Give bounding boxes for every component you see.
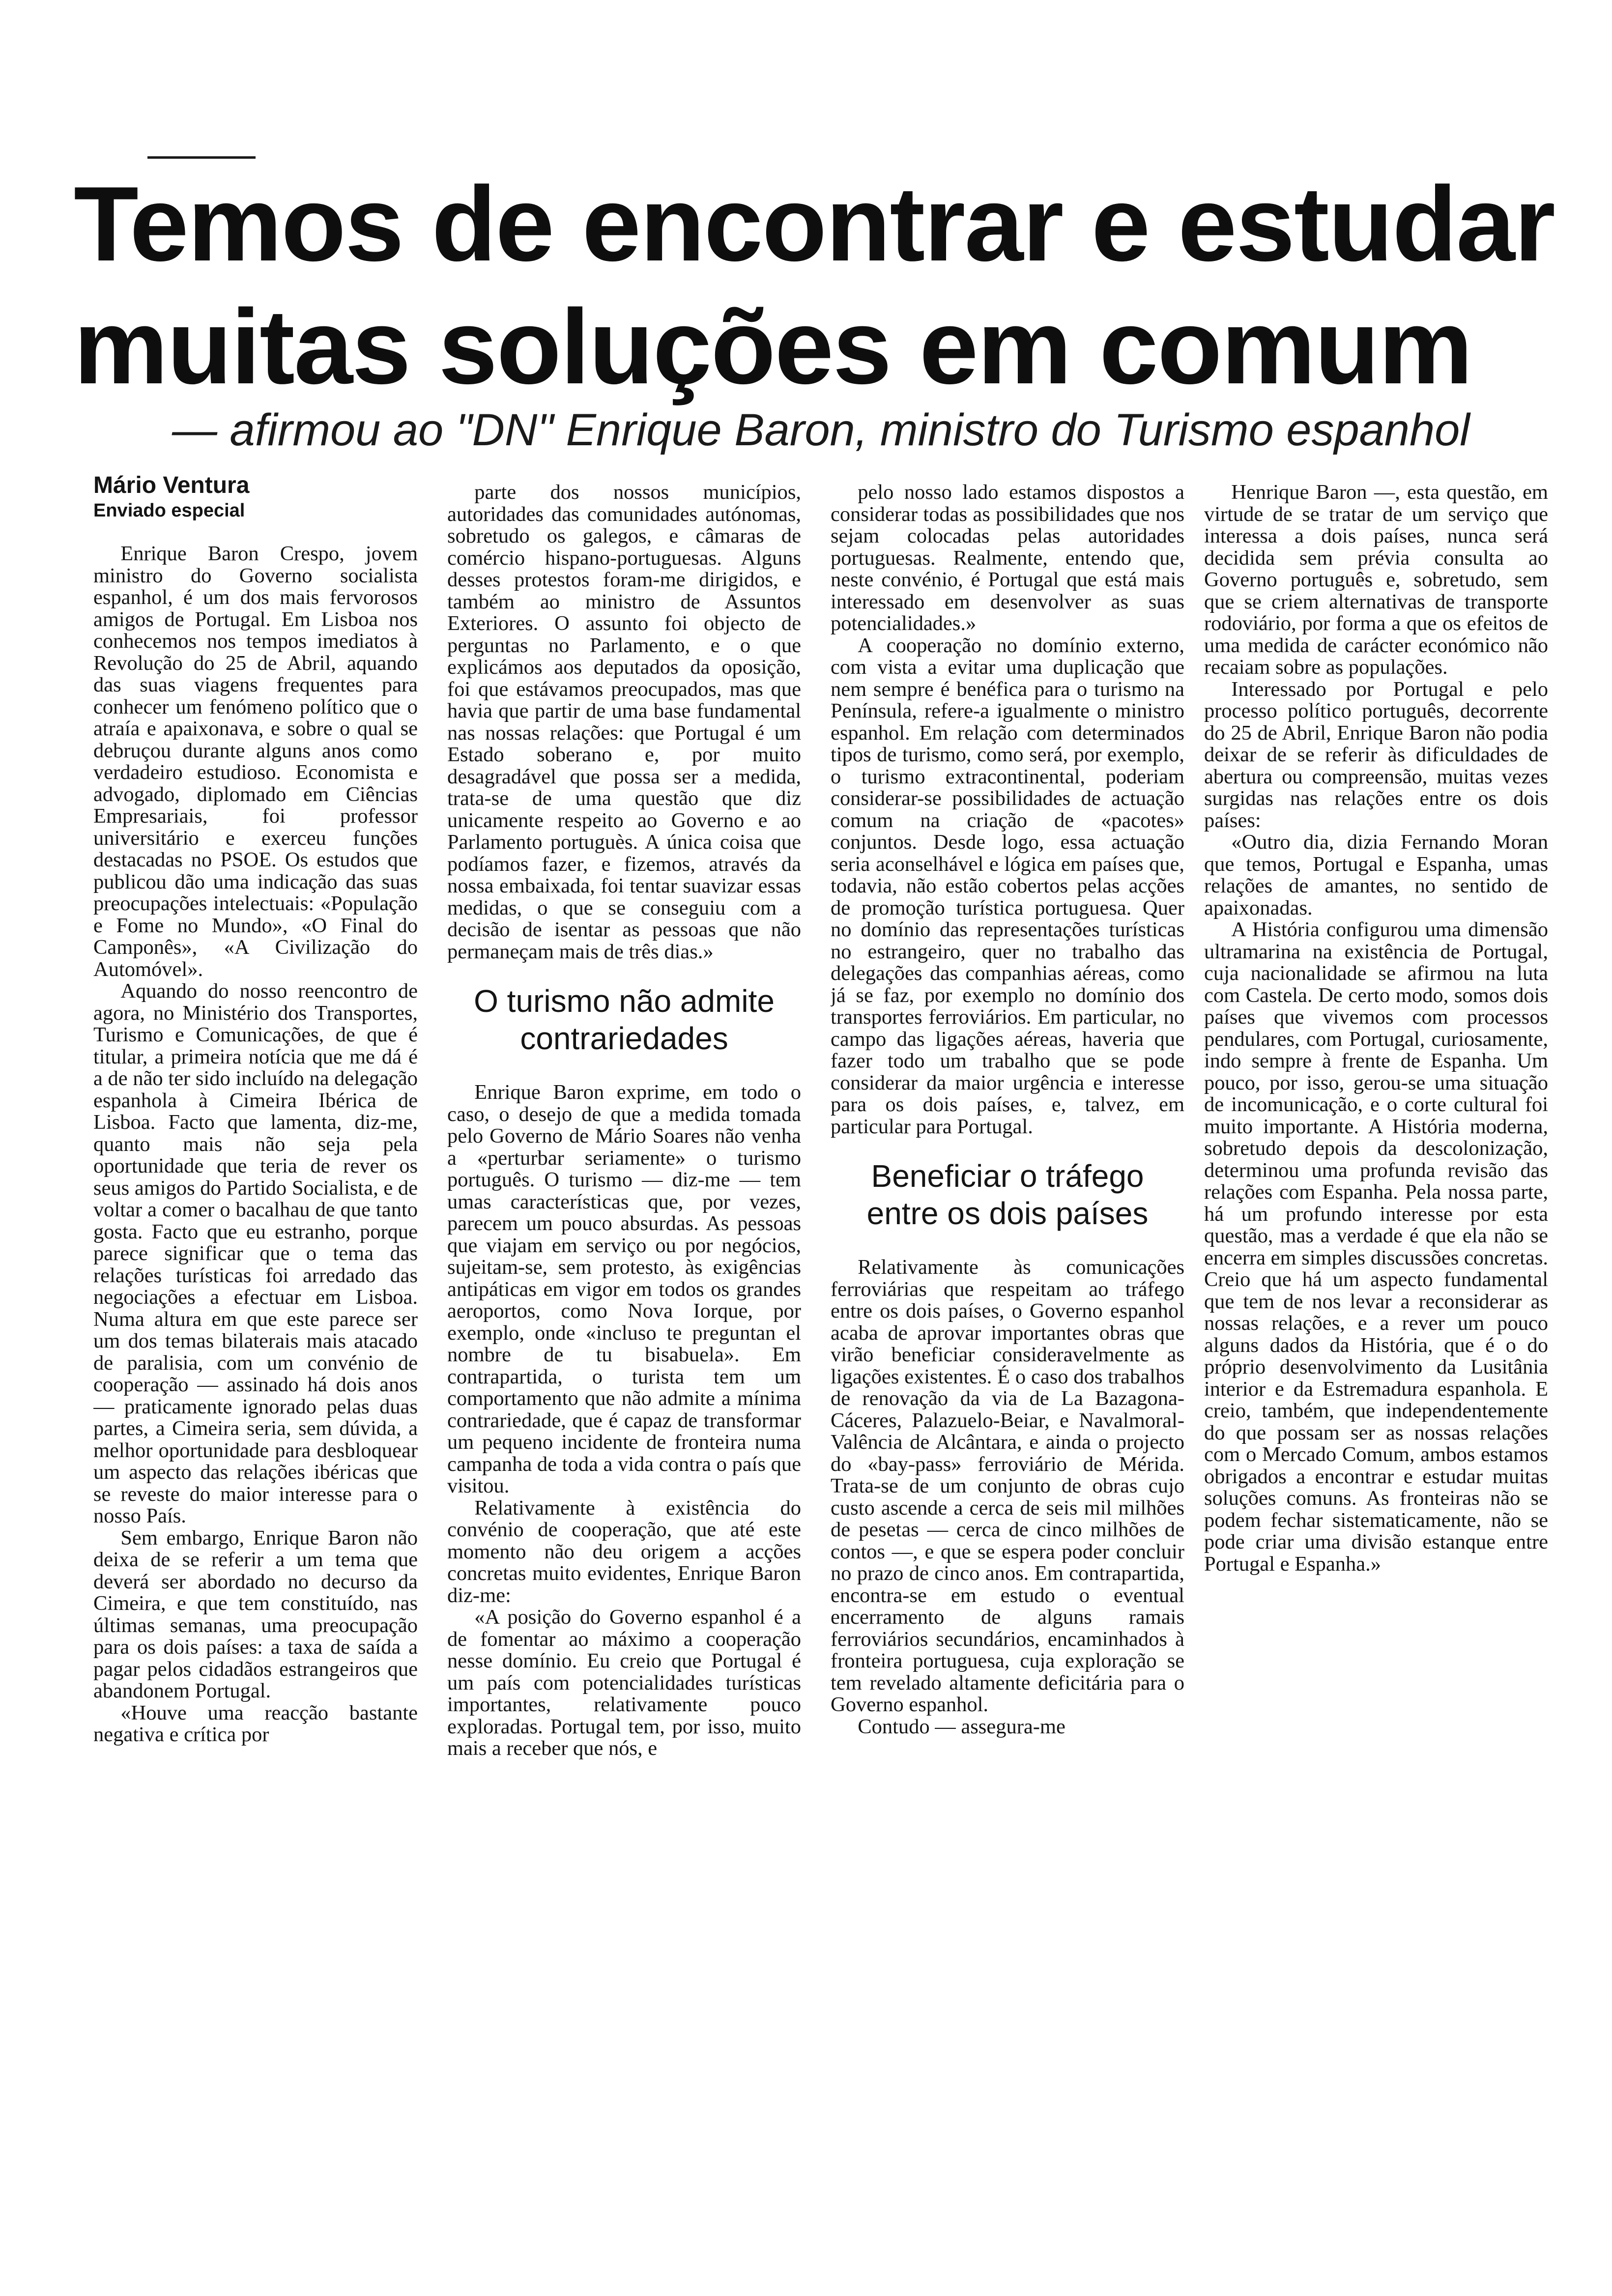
headline-line-1: Temos de encontrar e estudar — [74, 164, 1554, 283]
byline-role: Enviado especial — [93, 500, 245, 521]
paragraph: «Outro dia, dizia Fernando Moran que temos, Portugal e Espanha, umas relações de amantes, no sentido de apaixonadas. — [1204, 831, 1548, 919]
headline — [74, 162, 1568, 408]
paragraph: pelo nosso lado estamos dispostos a considerar todas as possibilidades que nos sejam colocadas pelas autoridades portuguesas. Realmente, entendo que, neste convénio, é Portugal que está mais interessado em desenvolver as suas potencialidades.» — [831, 482, 1184, 635]
subhead-tourism — [447, 982, 801, 1057]
subhead-traffic-line-2: entre os dois países — [866, 1196, 1149, 1231]
top-rule — [147, 156, 256, 159]
paragraph: Sem embargo, Enrique Baron não deixa de se referir a um tema que deverá ser abordado no decurso da Cimeira, e que tem constituído, nas últimas semanas, uma preocupação para os dois países: a taxa de saída a pagar pelos cidadãos estrangeiros que abandonem Portugal. — [93, 1526, 418, 1702]
subhead-tourism-line-2: contrariedades — [520, 1021, 728, 1056]
column-1 — [93, 543, 418, 2273]
paragraph: Relativamente à existência do convénio de cooperação, que até este momento não deu origem a acções concretas muito evidentes, Enrique Baron diz-me: — [447, 1496, 801, 1607]
paragraph: Enrique Baron Crespo, jovem ministro do Governo socialista espanhol, é um dos mais fervorosos amigos de Portugal. Em Lisboa nos conhecemos nos tempos imediatos à Revolução do 25 de Abril, aquando das suas viagens frequentes para conhecer um fenómeno político que o atraía e apaixonava, e sobre o qual se debruçou durante alguns anos como verdadeiro estudioso. Economista e advogado, diplomado em Ciências Empresariais, foi professor universitário e exerceu funções destacadas no PSOE. Os estudos que publicou dão uma indicação das suas preocupações intelectuais: «População e Fome no Mundo», «O Final do Camponês», «A Civilização do Automóvel». — [93, 543, 418, 981]
column-3 — [831, 482, 1184, 2270]
paragraph: Aquando do nosso reencontro de agora, no Ministério dos Transportes, Turismo e Comunicações, de que é titular, a primeira notícia que me dá é a de não ter sido incluído na delegação espanhola à Cimeira Ibérica de Lisboa. Facto que lamenta, diz-me, quanto mais não seja pela oportunidade que teria de rever os seus amigos do Partido Socialista, e de voltar a comer o bacalhau de que tanto gosta. Facto que eu estranho, porque parece significar que o tema das relações turísticas foi arredado das negociações a efectuar em Lisboa. Numa altura em que este parece ser um dos temas bilaterais mais atacado de paralisia, com um convénio de cooperação — assinado há dois anos — praticamente ignorado pelas duas partes, a Cimeira seria, sem dúvida, a melhor oportunidade para desbloquear um aspecto das relações ibéricas que se reveste do maior interesse para o nosso País. — [93, 979, 418, 1527]
subhead-traffic — [831, 1157, 1184, 1232]
byline-author: Mário Ventura — [93, 472, 250, 498]
column-4 — [1204, 482, 1548, 2270]
paragraph: parte dos nossos municípios, autoridades das comunidades autónomas, sobretudo os galegos, e câmaras de comércio hispano-portuguesas. Alguns desses protestos foram-me dirigidos, e também ao ministro de Assuntos Exteriores. O assunto foi objecto de perguntas no Parlamento, e o que explicámos aos deputados da oposição, foi que estávamos preocupados, mas que havia que partir de uma base fundamental nas nossas relações: que Portugal é um Estado soberano e, por muito desagradável que possa ser a medida, trata-se de uma questão que diz unicamente respeito ao Governo e ao Parlamento portuguès. A única coisa que podíamos fazer, e fizemos, através da nossa embaixada, foi tentar suavizar essas medidas, o que se conseguiu com a decisão de isentar as pessoas que não permaneçam mais de três dias.» — [447, 482, 801, 963]
byline — [93, 472, 437, 522]
paragraph: Enrique Baron exprime, em todo o caso, o desejo de que a medida tomada pelo Governo de Mário Soares não venha a «perturbar seriamente» o turismo português. O turismo — diz-me — tem umas características que, por vezes, parecem um pouco absurdas. As pessoas que viajam em serviço ou por negócios, sujeitam-se, sem protesto, às exigências antipáticas em vigor em todos os grandes aeroportos, como Nova Iorque, por exemplo, onde «incluso te preguntan el nombre de tu bisabuela». Em contrapartida, o turista tem um comportamento que não admite a mínima contrariedade, que é capaz de transformar um pequeno incidente de fronteira numa campanha de toda a vida contra o país que visitou. — [447, 1081, 801, 1497]
paragraph: A História configurou uma dimensão ultramarina na existência de Portugal, cuja nacionalidade se afirmou na luta com Castela. De certo modo, somos dois países que vivemos com processos pendulares, com Portugal, curiosamente, indo sempre à frente de Espanha. Um pouco, por isso, gerou-se uma situação de incomunicação, e o corte cultural foi muito importante. A História moderna, sobretudo depois da descolonização, determinou uma profunda revisão das relações com Espanha. Pela nossa parte, há um profundo interesse por esta questão, mas a verdade é que ela não se encerra em simples discussões concretas. Creio que há um aspecto fundamental que tem de nos levar a reconsiderar as nossas relações, e a rever um pouco alguns dados da História, que é o do próprio desenvolvimento da Lusitânia interior e da Estremadura espanhola. E creio, também, que independentemente do que possam ser as nossas relações com o Mercado Comum, ambos estamos obrigados a encontrar e estudar muitas soluções comuns. As fronteiras não se podem fechar sistematicamente, não se pode criar uma divisão estanque entre Portugal e Espanha.» — [1204, 918, 1548, 1576]
paragraph: Contudo — assegura-me — [858, 1715, 1065, 1738]
paragraph: «Houve uma reacção bastante negativa e crítica por — [93, 1701, 418, 1746]
deck: — afirmou ao "DN" Enrique Baron, ministro do Turismo espanhol — [172, 405, 1470, 455]
paragraph: Interessado por Portugal e pelo processo político português, decorrente do 25 de Abril, Enrique Baron não podia deixar de se referir às dificuldades de abertura ou compreensão, muitas vezes surgidas nas relações entre os dois países: — [1204, 677, 1548, 832]
subhead-tourism-line-1: O turismo não admite — [474, 983, 775, 1019]
headline-line-2: muitas soluções em comum — [74, 287, 1472, 406]
subhead-traffic-line-1: Beneficiar o tráfego — [871, 1158, 1144, 1194]
paragraph: «A posição do Governo espanhol é a de fomentar ao máximo a cooperação nesse domínio. Eu creio que Portugal é um país com potencialidades turísticas importantes, relativamente pouco exploradas. Portugal tem, por isso, muito mais a receber que nós, e — [447, 1606, 801, 1760]
paragraph: Relativamente às comunicações ferroviárias que respeitam ao tráfego entre os dois países, o Governo espanhol acaba de aprovar importantes obras que virão beneficiar consideravelmente as ligações existentes. É o caso dos trabalhos de renovação da via de La Bazagona-Cáceres, Palazuelo-Beiar, e Navalmoral-Valência de Alcântara, e ainda o projecto do «bay-pass» ferroviário de Mérida. Trata-se de um conjunto de obras cujo custo ascende a cerca de seis mil milhões de pesetas — cerca de cinco milhões de contos —, e que se espera poder concluir no prazo de cinco anos. Em contrapartida, encontra-se em estudo o eventual encerramento de alguns ramais ferroviários secundários, encaminhados à fronteira portuguesa, cuja exploração se tem revelado altamente deficitária para o Governo espanhol. — [831, 1256, 1184, 1716]
column-2 — [447, 482, 801, 2270]
paragraph: A cooperação no domínio externo, com vista a evitar uma duplicação que nem sempre é benéfica para o turismo na Península, refere-a igualmente o ministro espanhol. Em relação com determinados tipos de turismo, como será, por exemplo, o turismo extracontinental, poderiam considerar-se possibilidades de actuação comum na criação de «pacotes» conjuntos. Desde logo, essa actuação seria aconselhável e lógica em países que, todavia, não estão cobertos pelas acções de promoção turística portuguesa. Quer no domínio das representações turísticas no estrangeiro, quer no trabalho das delegações das companhias aéreas, como já se faz, por exemplo no domínio dos transportes ferroviários. Em particular, no campo das ligações aéreas, haveria que fazer todo um trabalho que se pode considerar da maior urgência e interesse para os dois países, e, talvez, em particular para Portugal. — [831, 633, 1184, 1138]
paragraph: Henrique Baron —, esta questão, em virtude de se tratar de um serviço que interessa a dois países, nunca será decidida sem prévia consulta ao Governo português e, sobretudo, sem que se criem alternativas de transporte rodoviário, por forma a que os efeitos de uma medida de carácter económico não recaiam sobre as populações. — [1204, 482, 1548, 679]
